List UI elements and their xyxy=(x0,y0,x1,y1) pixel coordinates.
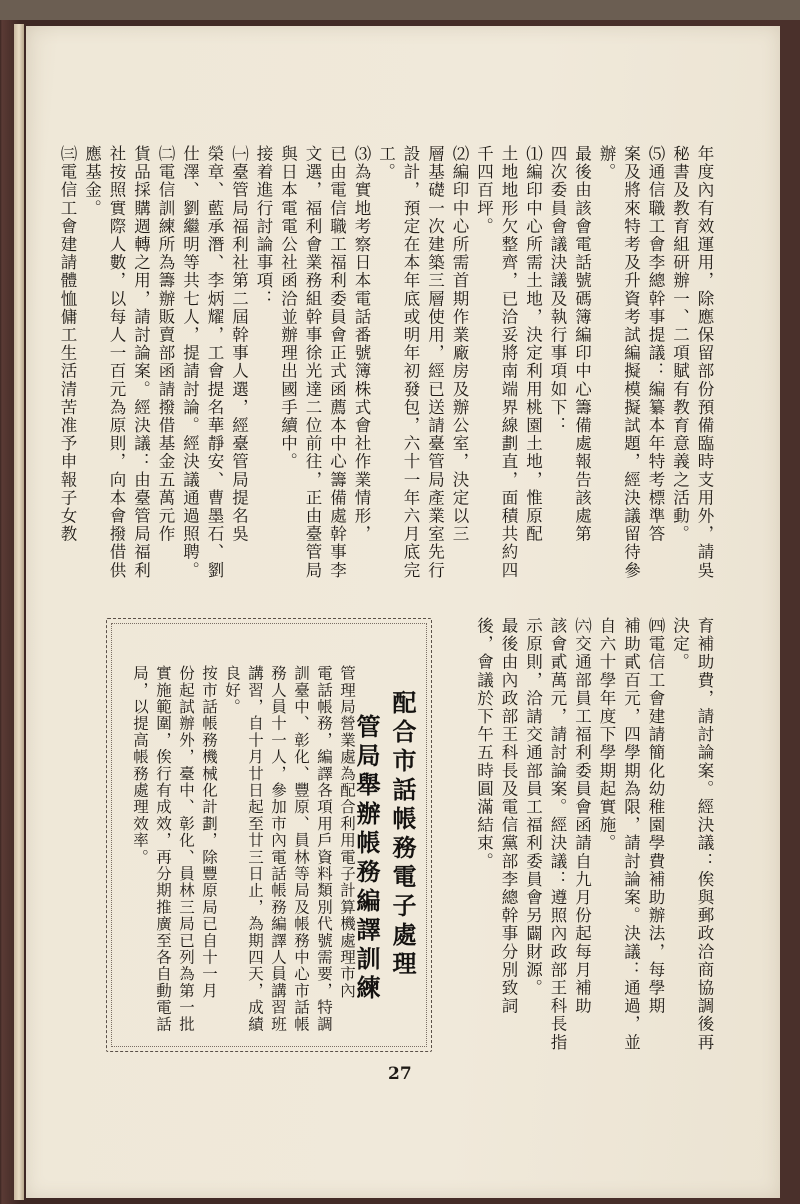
text-line: ⑴編印中心所需土地，決定利用桃園土地，惟原配 xyxy=(523,145,543,544)
upper-text-block xyxy=(58,145,716,607)
text-line: ㈡電信訓練所為籌辦販賣部函請撥借基金五萬元作 xyxy=(156,145,175,544)
page-number: 27 xyxy=(388,1064,412,1084)
text-line: ⑶為實地考察日本電話番號簿株式會社作業情形， xyxy=(352,145,371,544)
news-box-title-line-2: 管局舉辦帳務編譯訓練 xyxy=(352,714,381,1004)
text-line: 最後由該會電話號碼簿編印中心籌備處報告該處第 xyxy=(572,145,592,544)
lower-right-text-block xyxy=(446,617,716,1057)
text-line: 已由電信職工福利委員會正式函薦本中心籌備處幹事李 xyxy=(327,145,347,580)
box-text-line: 講習，自十月廿日起至廿三日止，為期四天，成績 xyxy=(246,665,264,1033)
text-line: 自六十學年度下學期起實施。 xyxy=(597,617,616,853)
text-line: 後，會議於下午五時圓滿結束。 xyxy=(474,617,494,871)
text-line: ㈢電信工會建請體恤傭工生活清苦准予申報子女教 xyxy=(58,145,77,544)
text-line: 辦。 xyxy=(597,145,616,182)
box-text-line: 良好。 xyxy=(223,665,241,716)
text-line: 四次委員會議決議及執行事項如下： xyxy=(548,145,567,435)
text-line: 榮章、藍承潛、李炳耀，工會提名華靜安、曹墨石、劉 xyxy=(205,145,224,580)
text-line: 層基礎一次建築三層使用，經已送請臺管局產業室先行 xyxy=(425,145,445,580)
text-line: 最後由內政部王科長及電信黨部李總幹事分別致詞 xyxy=(499,617,518,1016)
text-line: 文選，福利會業務組幹事徐光達二位前往，正由臺管局 xyxy=(303,145,322,580)
box-text-line: 訓臺中、彰化、豐原、員林等局及帳務中心市話帳 xyxy=(292,665,310,1033)
box-text-line: 局，以提高帳務處理效率。 xyxy=(131,665,149,866)
text-line: 接着進行討論事項： xyxy=(254,145,273,308)
box-text-line: 實施範圍，俟行有成效，再分期推廣至各自動電話 xyxy=(154,665,172,1033)
text-line: 貨品採購週轉之用，請討論案。經決議：由臺管局福利 xyxy=(131,145,151,580)
text-line: 社按照實際人數，以每人一百元為原則，向本會撥借供 xyxy=(107,145,126,580)
text-line: 土地地形欠整齊，已洽妥將南端界線劃直，面積共約四 xyxy=(499,145,518,580)
text-line: 育補助費，請討論案。經決議：俟與郵政洽商協調後再 xyxy=(695,617,714,1052)
text-line: 年度內有效運用，除應保留部份預備臨時支用外，請吳 xyxy=(695,145,714,580)
text-line: 示原則，洽請交通部員工福利委員會另闢財源。 xyxy=(523,617,543,998)
text-line: ⑸通信職工會李總幹事提議：編纂本年特考標準答 xyxy=(646,145,665,544)
box-text-line: 務人員十一人，參加市內電話帳務編譯人員講習班 xyxy=(269,665,287,1033)
text-line: 決定。 xyxy=(670,617,690,672)
text-line: 案及將來特考及升資考試編擬模擬試題，經決議留待參 xyxy=(621,145,641,580)
text-line: ㈠臺管局福利社第二屆幹事人選，經臺管局提名吳 xyxy=(229,145,249,544)
box-text-line: 電話帳務，編譯各項用戶資料類別代號需要，特調 xyxy=(315,665,333,1033)
news-box-title-line-1: 配合市話帳務電子處理 xyxy=(388,690,417,980)
text-line: 千四百坪。 xyxy=(474,145,494,236)
text-line: ㈥交通部員工福利委員會函請自九月份起每月補助 xyxy=(572,617,592,1016)
box-text-line: 份起試辦外，臺中、彰化、員林三局已列為第一批 xyxy=(177,665,195,1033)
text-line: 仕澤、劉繼明等共七人，提請討論。經決議通過照聘。 xyxy=(180,145,200,580)
text-line: 該會貳萬元，請討論案。經決議：遵照內政部王科長指 xyxy=(548,617,567,1052)
text-line: 工。 xyxy=(376,145,396,182)
text-line: 秘書及教育組研辦一、二項賦有教育意義之活動。 xyxy=(670,145,690,544)
page-edges xyxy=(14,24,24,1200)
text-line: 補助貳百元，四學期為限，請討論案。決議：通過，並 xyxy=(621,617,641,1052)
news-box-body xyxy=(118,665,358,1045)
box-text-line: 管理局營業處為配合利用電子計算機處理市內 xyxy=(338,665,356,999)
box-text-line: 按市話帳務機械化計劃，除豐原局已自十一月 xyxy=(200,665,218,999)
text-line: 設計，預定在本年底或明年初發包，六十一年六月底完 xyxy=(401,145,420,580)
text-line: ㈣電信工會建請簡化幼稚園學費補助辦法，每學期 xyxy=(646,617,665,1016)
text-line: 與日本電電公社函洽並辦理出國手續中。 xyxy=(278,145,298,471)
text-line: ⑵編印中心所需首期作業廠房及辦公室，決定以三 xyxy=(450,145,469,544)
text-line: 應基金。 xyxy=(82,145,102,218)
